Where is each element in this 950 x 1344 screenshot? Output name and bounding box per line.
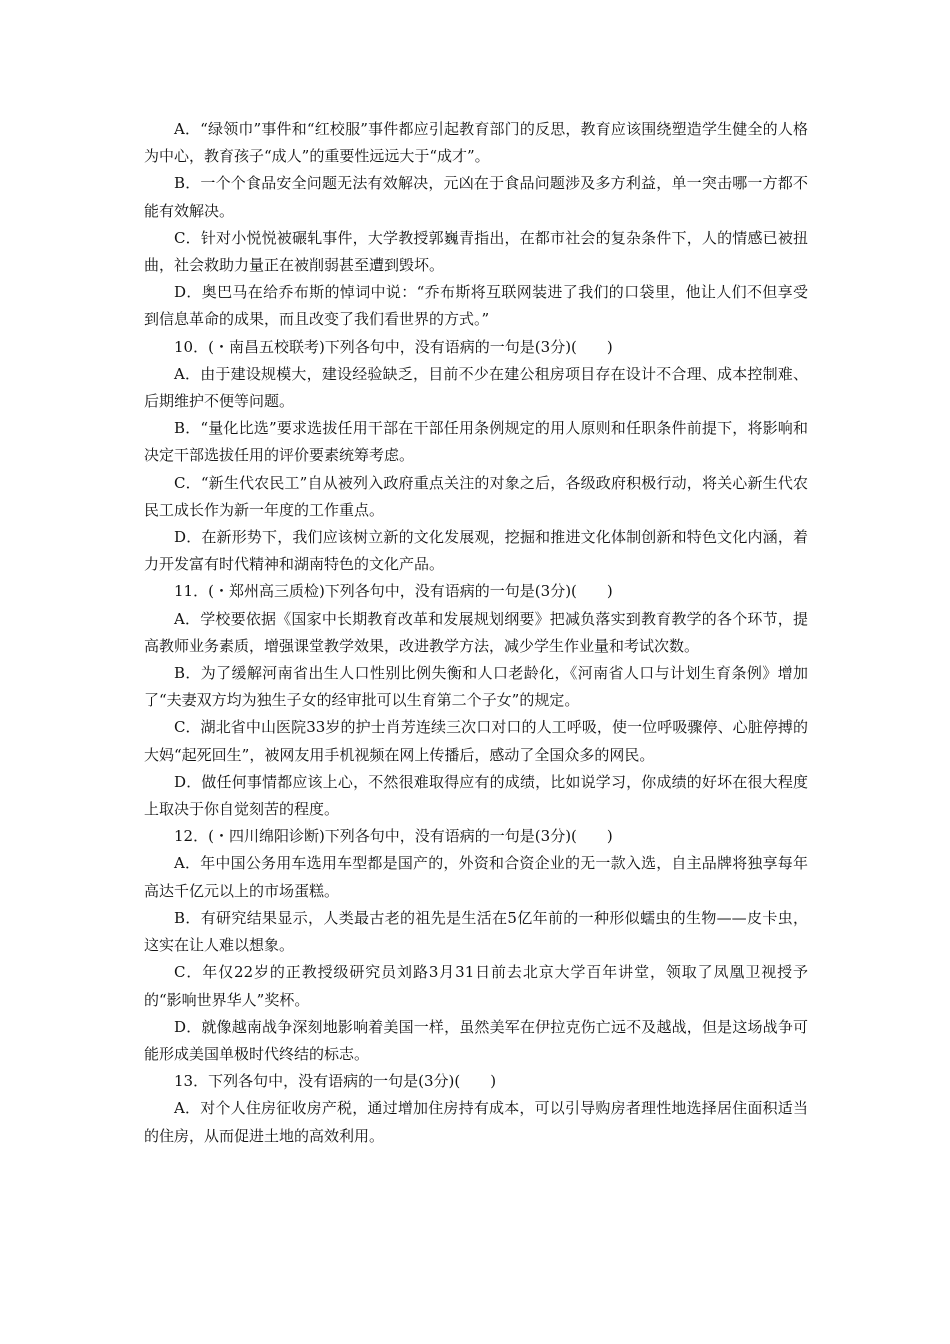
document-body [144,116,808,1150]
option-b-paragraph: B．为了缓解河南省出生人口性别比例失衡和人口老龄化，《河南省人口与计划生育条例》增加了“夫妻双方均为独生子女的经审批可以生育第二个子女”的规定。 [144,664,808,710]
option-c-paragraph: C．湖北省中山医院33岁的护士肖芳连续三次口对口的人工呼吸，使一位呼吸骤停、心脏停搏的大妈“起死回生”，被网友用手机视频在网上传播后，感动了全国众多的网民。 [144,718,808,764]
option-c-paragraph: C．“新生代农民工”自从被列入政府重点关注的对象之后，各级政府积极行动，将关心新生代农民工成长作为新一年度的工作重点。 [144,473,808,519]
option-d-paragraph: D．做任何事情都应该上心，不然很难取得应有的成绩，比如说学习，你成绩的好坏在很大程度上取决于你自觉刻苦的程度。 [144,772,808,819]
question-13-stem: 13．下列各句中，没有语病的一句是(3分)( ) [174,1072,497,1091]
option-a-paragraph: A．学校要依据《国家中长期教育改革和发展规划纲要》把减负落实到教育教学的各个环节，提高教师业务素质，增强课堂教学效果，改进教学方法，减少学生作业量和考试次数。 [144,609,808,655]
option-c-paragraph: C．年仅22岁的正教授级研究员刘路3月31日前去北京大学百年讲堂，领取了凤凰卫视授予的“影响世界华人”奖杯。 [144,963,808,1009]
question-12-stem: 12．(・四川绵阳诊断)下列各句中，没有语病的一句是(3分)( ) [174,827,613,846]
option-a-paragraph: A．对个人住房征收房产税，通过增加住房持有成本，可以引导购房者理性地选择居住面积适当的住房，从而促进土地的高效利用。 [144,1099,808,1145]
option-d-paragraph: D．在新形势下，我们应该树立新的文化发展观，挖掘和推进文化体制创新和特色文化内涵，着力开发富有时代精神和湖南特色的文化产品。 [144,528,808,574]
question-11-stem: 11．(・郑州高三质检)下列各句中，没有语病的一句是(3分)( ) [174,582,613,601]
option-a-paragraph: A．“绿领巾”事件和“红校服”事件都应引起教育部门的反思，教育应该围绕塑造学生健全的人格为中心，教育孩子“成人”的重要性远远大于“成才”。 [144,120,808,166]
option-b-paragraph: B．“量化比选”要求选拔任用干部在干部任用条例规定的用人原则和任职条件前提下，将影响和决定干部选拔任用的评价要素统筹考虑。 [144,419,808,465]
option-d-paragraph: D．奥巴马在给乔布斯的悼词中说：“乔布斯将互联网装进了我们的口袋里，他让人们不但享受到信息革命的成果，而且改变了我们看世界的方式。” [144,283,808,329]
question-10-stem: 10．(・南昌五校联考)下列各句中，没有语病的一句是(3分)( ) [174,337,613,356]
option-a-paragraph: A．由于建设规模大，建设经验缺乏，目前不少在建公租房项目存在设计不合理、成本控制难、后期维护不便等问题。 [144,364,808,411]
option-b-paragraph: B．有研究结果显示，人类最古老的祖先是生活在5亿年前的一种形似蠕虫的生物——皮卡虫，这实在让人难以想象。 [144,908,808,955]
option-a-paragraph: A．年中国公务用车选用车型都是国产的，外资和合资企业的无一款入选，自主品牌将独享每年高达千亿元以上的市场蛋糕。 [144,854,808,900]
option-d-paragraph: D．就像越南战争深刻地影响着美国一样，虽然美军在伊拉克伤亡远不及越战，但是这场战争可能形成美国单极时代终结的标志。 [144,1017,808,1063]
option-b-paragraph: B．一个个食品安全问题无法有效解决，元凶在于食品问题涉及多方利益，单一突击哪一方都不能有效解决。 [144,174,808,220]
option-c-paragraph: C．针对小悦悦被碾轧事件，大学教授郭巍青指出，在都市社会的复杂条件下，人的情感已被扭曲，社会救助力量正在被削弱甚至遭到毁坏。 [144,228,808,275]
